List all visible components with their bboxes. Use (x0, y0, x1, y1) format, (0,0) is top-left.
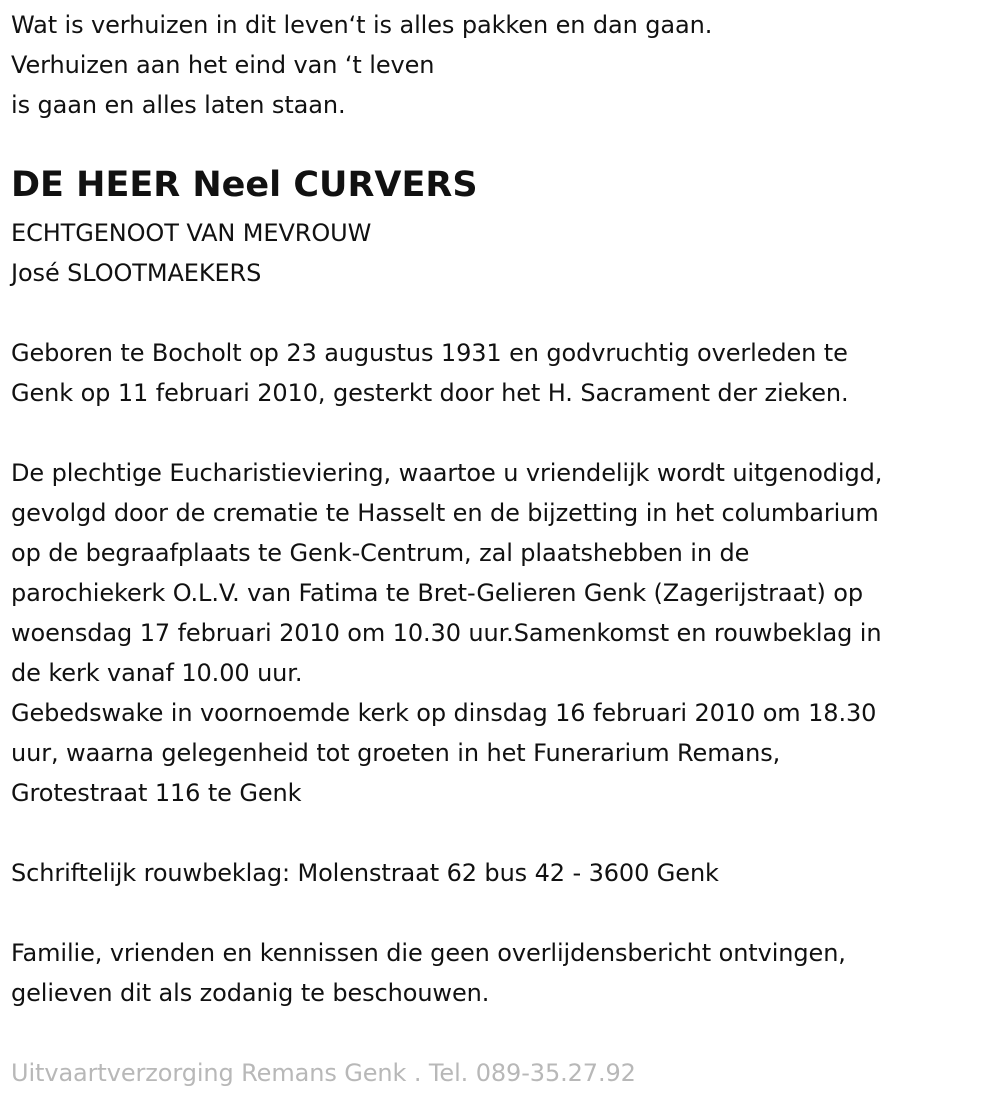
deceased-name: DE HEER Neel CURVERS (11, 165, 478, 205)
poem (11, 5, 712, 125)
paragraph-line: Geboren te Bocholt op 23 augustus 1931 en godvruchtig overleden te (11, 339, 848, 367)
paragraph-line: gelieven dit als zodanig te beschouwen. (11, 979, 490, 1007)
paragraph-line: uur, waarna gelegenheid tot groeten in het Funerarium Remans, (11, 739, 781, 767)
spouse-line: ECHTGENOOT VAN MEVROUW (11, 219, 372, 247)
funeral-home-footer: Uitvaartverzorging Remans Genk . Tel. 089-35.27.92 (11, 1059, 636, 1087)
paragraph-line: Gebedswake in voornoemde kerk op dinsdag 16 februari 2010 om 18.30 (11, 699, 877, 727)
poem-line: Wat is verhuizen in dit leven‘t is alles pakken en dan gaan. (11, 11, 713, 39)
family-note (11, 933, 846, 1013)
poem-line: is gaan en alles laten staan. (11, 91, 346, 119)
paragraph-line: Genk op 11 februari 2010, gesterkt door het H. Sacrament der zieken. (11, 379, 849, 407)
paragraph-line: de kerk vanaf 10.00 uur. (11, 659, 303, 687)
poem-line: Verhuizen aan het eind van ‘t leven (11, 51, 435, 79)
spouse-info (11, 213, 371, 293)
paragraph-line: op de begraafplaats te Genk-Centrum, zal plaatshebben in de (11, 539, 750, 567)
paragraph-line: parochiekerk O.L.V. van Fatima te Bret-Gelieren Genk (Zagerijstraat) op (11, 579, 863, 607)
paragraph-line: gevolgd door de crematie te Hasselt en de bijzetting in het columbarium (11, 499, 879, 527)
paragraph-line: Familie, vrienden en kennissen die geen overlijdensbericht ontvingen, (11, 939, 846, 967)
paragraph-line: De plechtige Eucharistieviering, waartoe u vriendelijk wordt uitgenodigd, (11, 459, 883, 487)
paragraph-line: woensdag 17 februari 2010 om 10.30 uur.Samenkomst en rouwbeklag in (11, 619, 882, 647)
birth-death-paragraph (11, 333, 849, 413)
condolence-address: Schriftelijk rouwbeklag: Molenstraat 62 bus 42 - 3600 Genk (11, 859, 719, 887)
paragraph-line: Grotestraat 116 te Genk (11, 779, 302, 807)
service-paragraph (11, 453, 882, 813)
spouse-line: José SLOOTMAEKERS (11, 259, 262, 287)
